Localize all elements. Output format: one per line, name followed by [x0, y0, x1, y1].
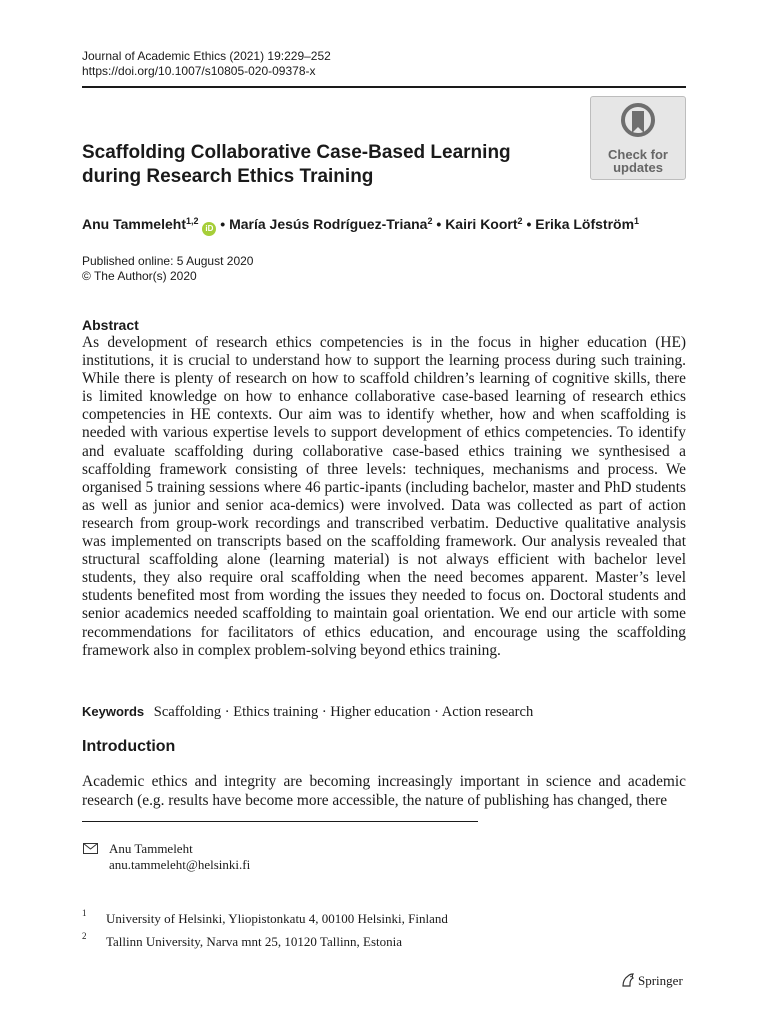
affiliation-number: 1	[82, 908, 87, 918]
article-title: Scaffolding Collaborative Case-Based Learning during Research Ethics Training	[82, 142, 511, 187]
check-for-updates-badge[interactable]	[590, 96, 686, 180]
copyright-icon: ©	[82, 269, 91, 283]
author-list	[82, 212, 639, 236]
header-rule	[82, 86, 686, 88]
author-affiliation-sup: 2	[517, 216, 523, 226]
copyright-notice	[82, 269, 197, 284]
author-separator: •	[526, 216, 532, 232]
author-name[interactable]: Anu Tammeleht	[82, 216, 186, 232]
introduction-text: Academic ethics and integrity are becoming increasingly important in science and academic research (e.g. results have become more accessible, the nature of publishing has changed, there	[82, 773, 686, 809]
author-affiliation-sup: 1,2	[185, 216, 199, 226]
springer-horse-icon	[620, 972, 636, 988]
author-separator: •	[436, 216, 442, 232]
publisher-name: Springer	[638, 973, 683, 988]
author-name[interactable]: María Jesús Rodríguez-Triana	[229, 216, 428, 232]
keywords-line	[82, 703, 533, 721]
published-date: Published online: 5 August 2020	[82, 254, 254, 268]
bookmark-icon	[621, 103, 655, 143]
affiliation-text: Tallinn University, Narva mnt 25, 10120 Tallinn, Estonia	[106, 934, 403, 949]
author-affiliation-sup: 2	[427, 216, 433, 226]
affiliation-text: University of Helsinki, Yliopistonkatu 4, 00100 Helsinki, Finland	[106, 911, 448, 926]
abstract-text: As development of research ethics competencies is in the focus in higher education (HE) institutions, it is crucial to understand how to support the learning process during such training. While there is plenty of research on how to scaffold children’s learning of cognitive skills, there is limited knowledge on how to enhance collaborative case-based learning of research ethics competencies in HE contexts. Our aim was to identify whether, how and when scaffolding is needed with various expertise levels to support development of ethics competencies. To identify and evaluate scaffolding during collaborative case-based ethics training we synthesised a scaffolding framework consisting of three levels: techniques, mechanisms and process. We organised 5 training sessions where 46 partic-ipants (including bachelor, master and PhD students as well as junior and senior aca-demics) were involved. Data was collected as part of action research from group-work recordings and transcribed verbatim. Deductive qualitative analysis was implemented on transcripts based on the scaffolding framework. Our analysis revealed that structural scaffolding alone (learning material) is not always efficient with bachelor level students, they also require oral scaffolding when the need becomes apparent. Master’s level students benefited most from wording the issues they needed to focus on. Doctoral students and senior academics needed scaffolding to maintain goal orientation. We end our article with some recommendations for facilitators of ethics education, and encourage using the scaffolding framework also in complex problem-solving beyond ethics training.	[82, 334, 686, 659]
affiliation-number: 2	[82, 931, 87, 941]
journal-citation: Journal of Academic Ethics (2021) 19:229–252	[82, 49, 331, 63]
author-affiliation-sup: 1	[634, 216, 640, 226]
doi-link[interactable]: https://doi.org/10.1007/s10805-020-09378-x	[82, 64, 316, 78]
abstract-heading: Abstract	[82, 317, 139, 333]
author-separator: •	[220, 216, 226, 232]
footnote-rule	[82, 821, 478, 822]
author-name[interactable]: Erika Löfström	[535, 216, 635, 232]
introduction-heading: Introduction	[82, 738, 176, 755]
copyright-text: The Author(s) 2020	[93, 269, 197, 283]
check-for-updates-label: Check for updates	[608, 147, 668, 175]
corresponding-author-name: Anu Tammeleht	[109, 841, 193, 856]
orcid-icon[interactable]: iD	[202, 222, 216, 236]
keywords-label: Keywords	[82, 704, 145, 719]
corresponding-author-email[interactable]: anu.tammeleht@helsinki.fi	[109, 857, 251, 872]
author-name[interactable]: Kairi Koort	[445, 216, 518, 232]
keywords-text: Scaffolding · Ethics training · Higher education · Action research	[153, 704, 534, 720]
envelope-icon	[83, 843, 98, 854]
